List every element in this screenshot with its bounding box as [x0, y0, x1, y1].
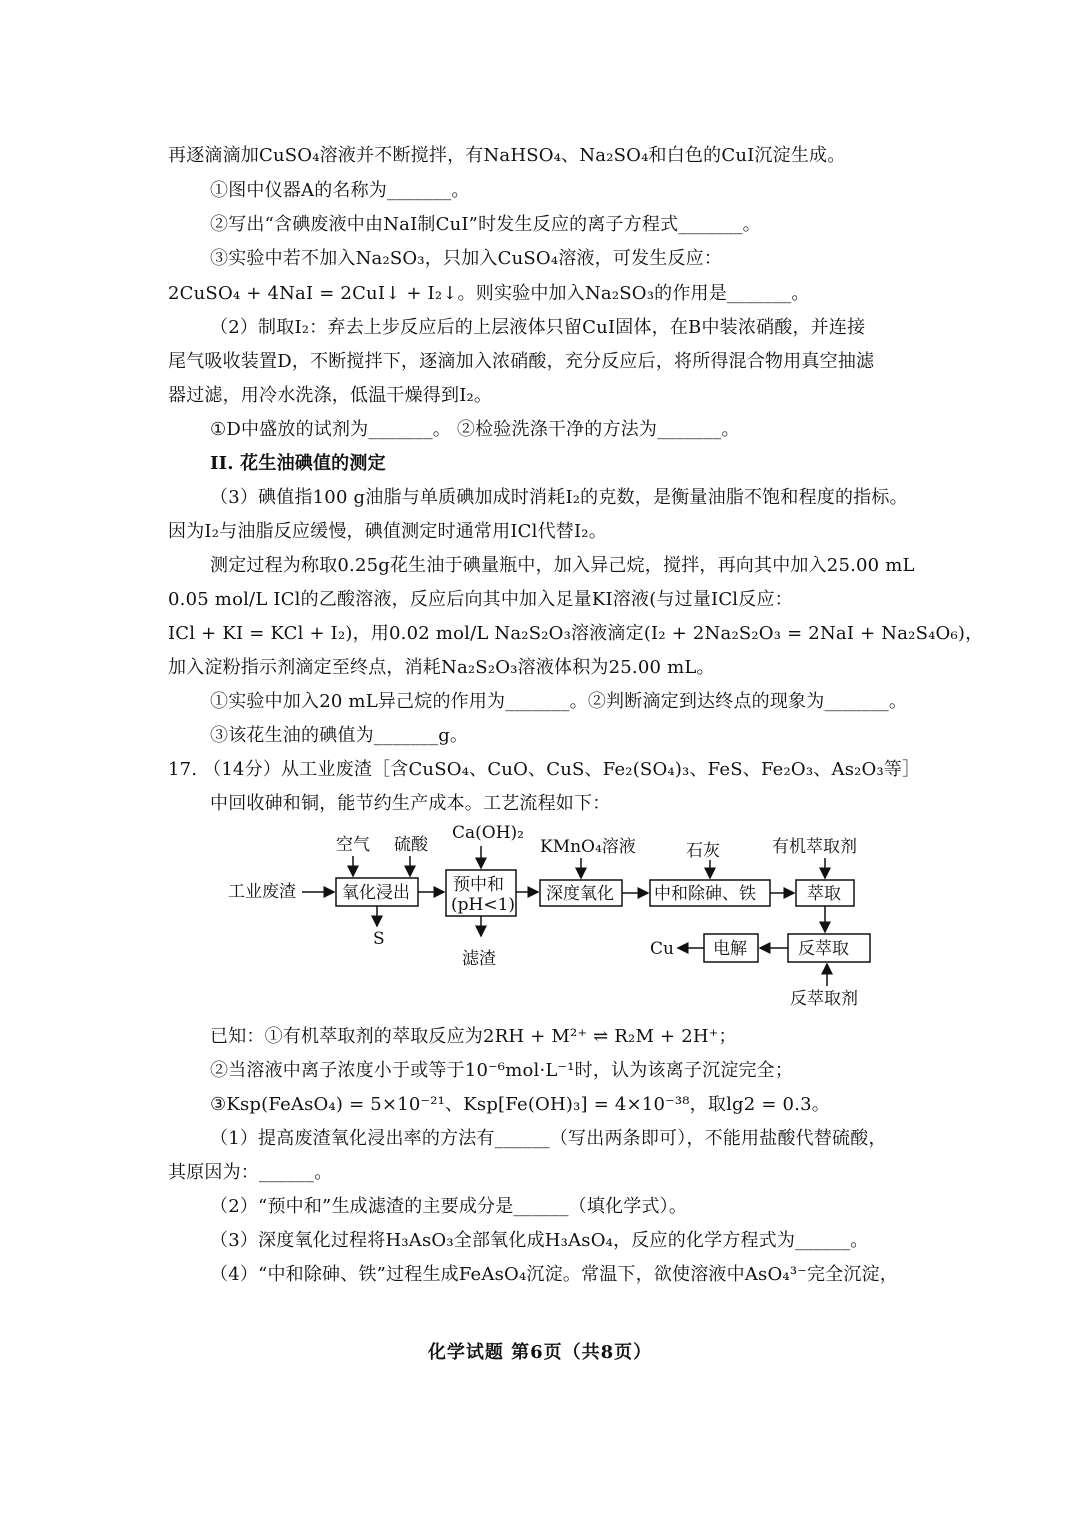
text-line: 尾气吸收装置D，不断搅拌下，逐滴加入浓硝酸，充分反应后，将所得混合物用真空抽滤 — [168, 351, 875, 372]
text-line: 测定过程为称取0.25g花生油于碘量瓶中，加入异己烷，搅拌，再向其中加入25.00 mL — [210, 555, 915, 576]
text-line: （3）碘值指100 g油脂与单质碘加成时消耗I₂的克数，是衡量油脂不饱和程度的指标。 — [210, 487, 908, 508]
text-line: 已知：①有机萃取剂的萃取反应为2RH + M²⁺ ⇌ R₂M + 2H⁺； — [210, 1026, 737, 1047]
flow-input-label: 有机萃取剂 — [772, 837, 857, 857]
text-line: （2）制取I₂：弃去上步反应后的上层液体只留CuI固体，在B中装浓硝酸，并连接 — [210, 317, 866, 338]
flow-output-label: S — [373, 929, 385, 949]
flow-box-label: 反萃取 — [798, 939, 849, 959]
text-line: 再逐滴滴加CuSO₄溶液并不断搅拌，有NaHSO₄、Na₂SO₄和白色的CuI沉淀生成。 — [168, 145, 846, 166]
flow-input-label: 空气 — [336, 835, 370, 855]
text-line: ③该花生油的碘值为_______g。 — [210, 725, 469, 746]
text-line: ②当溶液中离子浓度小于或等于10⁻⁶mol·L⁻¹时，认为该离子沉淀完全； — [210, 1060, 794, 1081]
text-line: ICl + KI = KCl + I₂)，用0.02 mol/L Na₂S₂O₃溶液滴定(I₂ + 2Na₂S₂O₃ = 2NaI + Na₂S₄O₆)， — [168, 623, 984, 644]
flow-start-label: 工业废渣 — [228, 882, 296, 902]
flow-box-label: 深度氧化 — [546, 884, 614, 904]
flow-input-label: 石灰 — [686, 841, 720, 861]
text-line: （2）“预中和”生成滤渣的主要成分是______（填化学式）。 — [210, 1196, 688, 1217]
flow-box-label: 中和除砷、铁 — [654, 884, 756, 904]
process-flow-diagram — [210, 818, 890, 1018]
page-footer: 化学试题 第6页（共8页） — [427, 1342, 653, 1363]
text-line: ①实验中加入20 mL异己烷的作用为_______。②判断滴定到达终点的现象为_______。 — [210, 691, 908, 712]
text-line: ①图中仪器A的名称为_______。 — [210, 180, 470, 201]
text-line: （4）“中和除砷、铁”过程生成FeAsO₄沉淀。常温下，欲使溶液中AsO₄³⁻完全沉淀， — [210, 1264, 898, 1285]
text-line: ①D中盛放的试剂为_______。 ②检验洗涤干净的方法为_______。 — [210, 419, 740, 440]
flow-output-label: 滤渣 — [462, 949, 496, 969]
text-line: ③实验中若不加入Na₂SO₃，只加入CuSO₄溶液，可发生反应： — [210, 248, 723, 269]
flow-input-label: 硫酸 — [394, 835, 428, 855]
flow-input-label: Ca(OH)₂ — [452, 823, 524, 843]
question-17-title: 17. （14分）从工业废渣［含CuSO₄、CuO、CuS、Fe₂(SO₄)₃、FeS、Fe₂O₃、As₂O₃等］ — [168, 759, 921, 780]
text-line: 其原因为：______。 — [168, 1162, 333, 1183]
text-line: ③Ksp(FeAsO₄) = 5×10⁻²¹、Ksp[Fe(OH)₃] = 4×10⁻³⁸，取lg2 = 0.3。 — [210, 1094, 830, 1115]
text-line: （3）深度氧化过程将H₃AsO₃全部氧化成H₃AsO₄，反应的化学方程式为______。 — [210, 1230, 869, 1251]
flow-box-label: 萃取 — [807, 884, 841, 904]
text-line: （1）提高废渣氧化浸出率的方法有______（写出两条即可），不能用盐酸代替硫酸， — [210, 1128, 887, 1149]
text-line: 器过滤，用冷水洗涤，低温干燥得到I₂。 — [168, 385, 493, 406]
flow-box-label: (pH<1) — [451, 895, 516, 915]
text-line: 2CuSO₄ + 4NaI = 2CuI↓ + I₂↓。则实验中加入Na₂SO₃的作用是_______。 — [168, 283, 810, 304]
flow-box-label: 电解 — [713, 939, 747, 959]
text-line: 加入淀粉指示剂滴定至终点，消耗Na₂S₂O₃溶液体积为25.00 mL。 — [168, 657, 715, 678]
flow-product-label: Cu — [650, 939, 674, 959]
flow-box-label: 预中和 — [453, 875, 504, 895]
flow-input-label: KMnO₄溶液 — [540, 837, 636, 857]
text-line: 0.05 mol/L ICl的乙酸溶液，反应后向其中加入足量KI溶液(与过量ICl反应： — [168, 589, 793, 610]
text-line: 因为I₂与油脂反应缓慢，碘值测定时通常用ICl代替I₂。 — [168, 521, 607, 542]
text-line: 中回收砷和铜，能节约生产成本。工艺流程如下： — [210, 793, 611, 814]
section-heading: II. 花生油碘值的测定 — [210, 453, 386, 474]
flow-input-label: 反萃取剂 — [790, 989, 858, 1009]
text-line: ②写出“含碘废液中由NaI制CuI”时发生反应的离子方程式_______。 — [210, 214, 761, 235]
flow-box-label: 氧化浸出 — [342, 883, 410, 903]
